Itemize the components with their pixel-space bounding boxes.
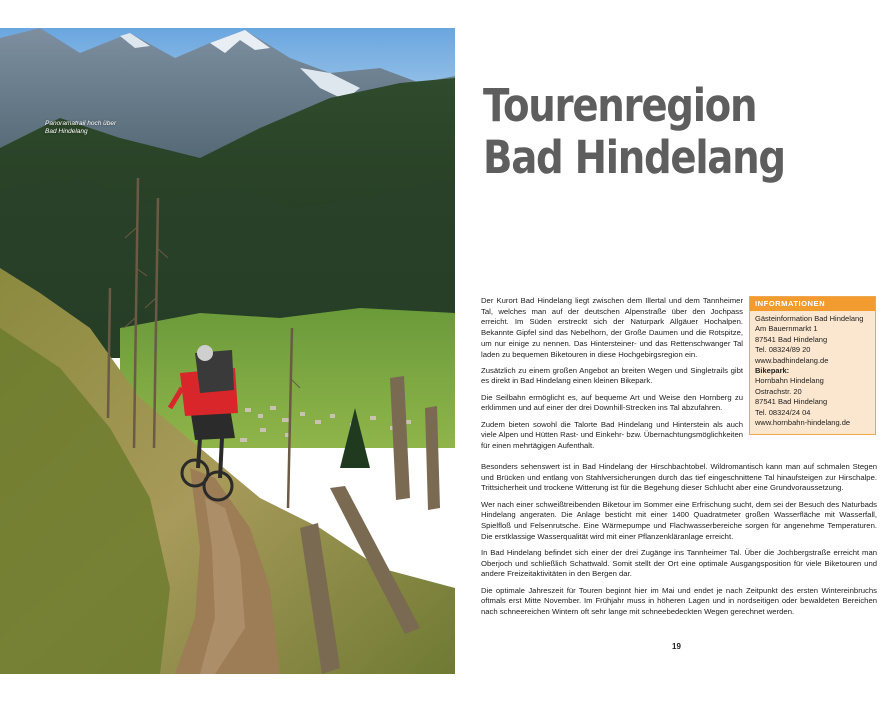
information-line: Tel. 08324/89 20 bbox=[755, 345, 811, 355]
information-box bbox=[749, 296, 876, 435]
information-box-body bbox=[750, 311, 875, 431]
paragraph: Zudem bieten sowohl die Talorte Bad Hindelang und Hinterstein als auch viele Alpen und Hütten Rast- und Einkehr- bzw. Übernachtungsmöglichkeiten für einen mehrtägigen Aufenthalt. bbox=[481, 419, 743, 450]
paragraph: Der Kurort Bad Hindelang liegt zwischen dem Illertal und dem Tannheimer Tal, welches man auf der deutschen Alpenstraße über den Jochpass erreicht. Im Süden erstreckt sich der Naturpark Allgäuer Hochalpen. Bekannte Gipfel sind das Nebelhorn, der Große Daumen und die Rotspitze, um nur einige zu nennen. Das Hintersteiner- und das Rettenschwanger Tal laden zu bequemen Biketouren in diese Hochgebirgsregion ein. bbox=[481, 296, 743, 359]
paragraph: Die Seilbahn ermöglicht es, auf bequeme Art und Weise den Hornberg zu erklimmen und auf einer der drei Downhill-Strecken ins Tal abzufahren. bbox=[481, 392, 743, 413]
information-line: www.badhindelang.de bbox=[755, 355, 829, 365]
page-title bbox=[483, 80, 793, 184]
information-line: 87541 Bad Hindelang bbox=[755, 397, 828, 407]
body-text bbox=[481, 462, 877, 623]
information-line: Ostrachstr. 20 bbox=[755, 386, 802, 396]
paragraph: Die optimale Jahreszeit für Touren beginnt hier im Mai und endet je nach Zeitpunkt des ersten Wintereinbruchs oftmals erst Mitte November. Im Frühjahr muss in höheren Lagen und in nordseitigen oder bewaldeten Bereichen nach schneereichen Wintern oft sehr lange mit schneebedeckten Wegen gerechnet werden. bbox=[481, 585, 877, 616]
paragraph: In Bad Hindelang befindet sich einer der drei Zugänge ins Tannheimer Tal. Über die Jochbergstraße erreicht man Oberjoch und schließlich Schattwald. Somit stellt der Ort eine optimale Ausgangsposition für viele Biketouren und andere Freizeitaktivitäten in den Bergen dar. bbox=[481, 547, 877, 579]
paragraph: Zusätzlich zu einem großen Angebot an breiten Wegen und Singletrails gibt es direkt in Bad Hindelang einen kleinen Bikepark. bbox=[481, 365, 743, 386]
caption-line-1: Panoramatrail hoch über bbox=[45, 120, 117, 127]
information-line: Bikepark: bbox=[755, 366, 790, 376]
title-line-1: Tourenregion bbox=[483, 79, 757, 132]
intro-column bbox=[481, 296, 743, 457]
page-number: 19 bbox=[672, 642, 681, 651]
title-line-2: Bad Hindelang bbox=[483, 131, 785, 184]
paragraph: Besonders sehenswert ist in Bad Hindelang der Hirschbachtobel. Wildromantisch kann man auf schmalen Stegen und Brücken und entlang von Stahlversicherungen durch das tief eingeschnittene Tal hinaufsteigen zur Hirschalpe. Trittsicherheit und trockene Witterung ist für die Begehung dieser Schlucht aber eine Grundvoraussetzung. bbox=[481, 462, 877, 493]
information-line: 87541 Bad Hindelang bbox=[755, 334, 828, 344]
information-line: Tel. 08324/24 04 bbox=[755, 407, 811, 417]
caption-line-2: Bad Hindelang bbox=[45, 128, 88, 135]
photo-caption bbox=[45, 120, 145, 136]
paragraph: Wer nach einer schweißtreibenden Biketour im Sommer eine Erfrischung sucht, dem sei der Besuch des Naturbads Hindelang angeraten. Die Anlage besticht mit einer 1400 Quadratmeter großen Wasserfläche mit Wasserfall, Spielfloß und Felsenrutsche. Eine Wärmepumpe und Flachwasserbereiche sorgen für angenehme Temperaturen. Die erstklassige Wasserqualität wird mit einer Pflanzenkläranlage erreicht. bbox=[481, 499, 877, 541]
information-line: Am Bauernmarkt 1 bbox=[755, 324, 818, 334]
information-line: Hornbahn Hindelang bbox=[755, 376, 824, 386]
mountain-bike-photo bbox=[0, 28, 455, 674]
information-line: Gästeinformation Bad Hindelang bbox=[755, 314, 864, 323]
information-line: www.hornbahn-hindelang.de bbox=[755, 418, 851, 428]
information-box-heading: INFORMATIONEN bbox=[750, 297, 875, 311]
